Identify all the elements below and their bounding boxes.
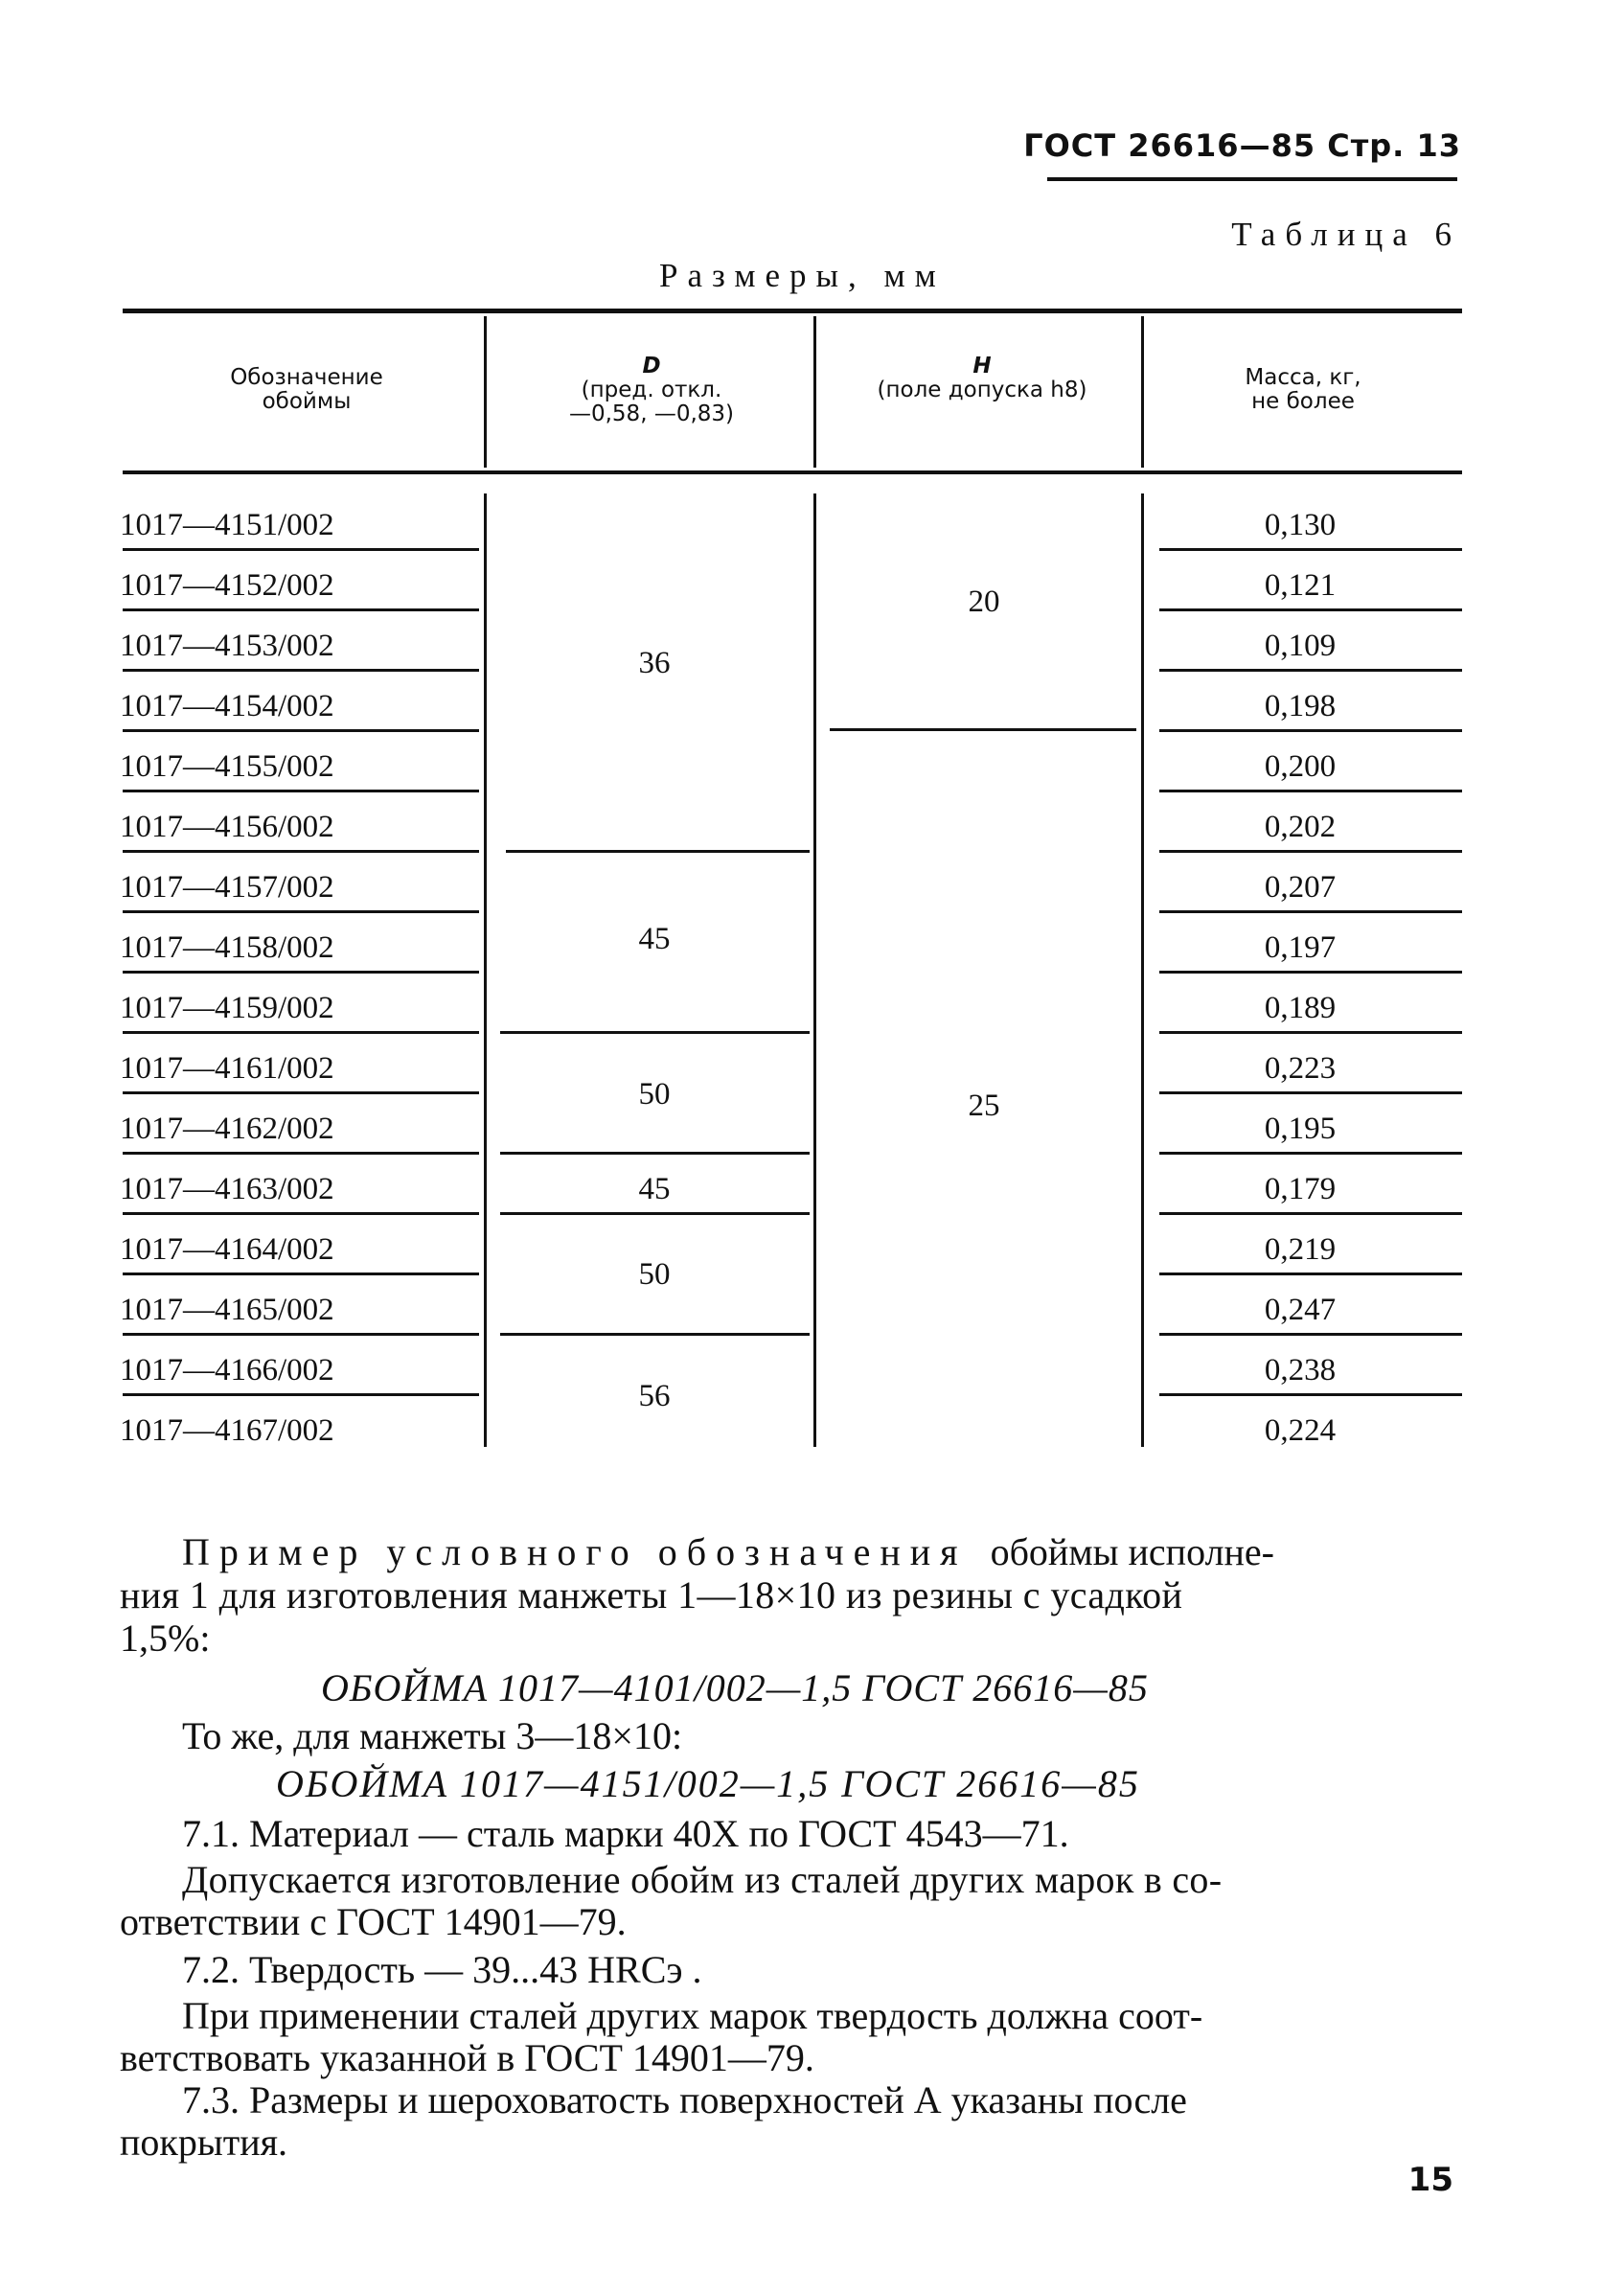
d-separator bbox=[500, 1333, 810, 1336]
paragraph-7-2-b1: При применении сталей других марок твердость должна соот- bbox=[182, 1994, 1203, 2037]
col-divider-3 bbox=[1141, 493, 1144, 1447]
mass-separator bbox=[1159, 1393, 1462, 1396]
row-code: 1017—4151/002 bbox=[120, 508, 334, 542]
row-mass: 0,130 bbox=[1264, 508, 1337, 542]
row-mass: 0,224 bbox=[1264, 1413, 1337, 1448]
row-code: 1017—4158/002 bbox=[120, 930, 334, 965]
example-intro-spaced: Пример условного обозначения bbox=[182, 1530, 968, 1573]
mass-separator bbox=[1159, 1333, 1462, 1336]
designation-example-1: ОБОЙМА 1017—4101/002—1,5 ГОСТ 26616—85 bbox=[321, 1666, 1149, 1709]
mass-separator bbox=[1159, 608, 1462, 611]
d-separator bbox=[500, 1152, 810, 1155]
row-mass: 0,223 bbox=[1264, 1051, 1337, 1086]
code-separator bbox=[123, 1273, 479, 1275]
header-d-line2: (пред. откл. bbox=[581, 378, 722, 402]
h-separator bbox=[830, 728, 1136, 731]
d-value: 56 bbox=[638, 1379, 671, 1413]
same-for-line: То же, для манжеты 3—18×10: bbox=[182, 1714, 683, 1757]
d-value: 50 bbox=[638, 1257, 671, 1292]
row-code: 1017—4155/002 bbox=[120, 749, 334, 784]
code-separator bbox=[123, 910, 479, 913]
d-value: 45 bbox=[638, 922, 671, 956]
paragraph-7-2: 7.2. Твердость — 39...43 HRCэ . bbox=[182, 1948, 702, 1991]
code-separator bbox=[123, 850, 479, 853]
row-code: 1017—4153/002 bbox=[120, 629, 334, 663]
col-divider-1 bbox=[484, 493, 487, 1447]
header-designation-line2: обоймы bbox=[262, 389, 352, 414]
code-separator bbox=[123, 1031, 479, 1034]
row-mass: 0,207 bbox=[1264, 870, 1337, 905]
mass-separator bbox=[1159, 971, 1462, 974]
d-value: 50 bbox=[638, 1077, 671, 1112]
header-d bbox=[498, 355, 805, 426]
code-separator bbox=[123, 1333, 479, 1336]
mass-separator bbox=[1159, 548, 1462, 551]
code-separator bbox=[123, 548, 479, 551]
code-separator bbox=[123, 1212, 479, 1215]
mass-separator bbox=[1159, 850, 1462, 853]
mass-separator bbox=[1159, 729, 1462, 732]
col-divider-1-header bbox=[484, 316, 487, 468]
header-designation bbox=[144, 366, 469, 414]
table-top-rule bbox=[123, 309, 1462, 313]
row-code: 1017—4165/002 bbox=[120, 1293, 334, 1327]
header-h bbox=[824, 355, 1140, 402]
header-h-line2: (поле допуска h8) bbox=[877, 378, 1087, 402]
code-separator bbox=[123, 669, 479, 672]
example-line-2: ния 1 для изготовления манжеты 1—18×10 из резины с усадкой bbox=[120, 1573, 1183, 1617]
code-separator bbox=[123, 1152, 479, 1155]
row-mass: 0,195 bbox=[1264, 1112, 1337, 1146]
row-mass: 0,189 bbox=[1264, 991, 1337, 1025]
d-separator bbox=[500, 1212, 810, 1215]
mass-separator bbox=[1159, 1091, 1462, 1094]
example-line-1 bbox=[182, 1531, 1274, 1573]
row-mass: 0,109 bbox=[1264, 629, 1337, 663]
row-code: 1017—4154/002 bbox=[120, 689, 334, 723]
paragraph-7-3-line1: 7.3. Размеры и шероховатость поверхностей А указаны после bbox=[182, 2078, 1187, 2121]
h-value: 20 bbox=[968, 585, 1000, 619]
example-intro-rest: обоймы исполне- bbox=[990, 1530, 1275, 1573]
header-d-line3: —0,58, —0,83) bbox=[568, 401, 735, 426]
row-code: 1017—4164/002 bbox=[120, 1232, 334, 1267]
d-separator bbox=[500, 1031, 810, 1034]
example-line-3: 1,5%: bbox=[120, 1617, 211, 1660]
row-mass: 0,247 bbox=[1264, 1293, 1337, 1327]
header-mass-line2: не более bbox=[1251, 389, 1355, 414]
row-mass: 0,202 bbox=[1264, 810, 1337, 844]
row-code: 1017—4166/002 bbox=[120, 1353, 334, 1387]
paragraph-7-1: 7.1. Материал — сталь марки 40Х по ГОСТ 4543—71. bbox=[182, 1812, 1069, 1855]
row-mass: 0,197 bbox=[1264, 930, 1337, 965]
d-separator bbox=[506, 850, 810, 853]
col-divider-2 bbox=[813, 493, 816, 1447]
paragraph-7-2-b2: ветствовать указанной в ГОСТ 14901—79. bbox=[120, 2036, 814, 2079]
standard-header: ГОСТ 26616—85 Стр. 13 bbox=[1023, 127, 1461, 164]
row-code: 1017—4159/002 bbox=[120, 991, 334, 1025]
header-designation-line1: Обозначение bbox=[230, 365, 383, 390]
mass-separator bbox=[1159, 1152, 1462, 1155]
header-mass-line1: Масса, кг, bbox=[1245, 365, 1361, 390]
paragraph-7-3-line2: покрытия. bbox=[120, 2121, 287, 2164]
row-code: 1017—4157/002 bbox=[120, 870, 334, 905]
row-mass: 0,219 bbox=[1264, 1232, 1337, 1267]
d-value: 36 bbox=[638, 646, 671, 680]
paragraph-7-1-b2: ответствии с ГОСТ 14901—79. bbox=[120, 1900, 627, 1943]
row-mass: 0,121 bbox=[1264, 568, 1337, 603]
d-value: 45 bbox=[638, 1172, 671, 1206]
row-code: 1017—4161/002 bbox=[120, 1051, 334, 1086]
mass-separator bbox=[1159, 1212, 1462, 1215]
mass-separator bbox=[1159, 669, 1462, 672]
code-separator bbox=[123, 1091, 479, 1094]
h-value: 25 bbox=[968, 1089, 1000, 1123]
row-code: 1017—4162/002 bbox=[120, 1112, 334, 1146]
header-mass bbox=[1150, 366, 1456, 414]
row-code: 1017—4156/002 bbox=[120, 810, 334, 844]
header-rule bbox=[1047, 177, 1457, 181]
code-separator bbox=[123, 971, 479, 974]
units-caption: Размеры, мм bbox=[659, 257, 946, 294]
header-d-symbol: D bbox=[642, 354, 661, 378]
code-separator bbox=[123, 1393, 479, 1396]
table-header-rule bbox=[123, 470, 1462, 474]
row-mass: 0,238 bbox=[1264, 1353, 1337, 1387]
row-mass: 0,198 bbox=[1264, 689, 1337, 723]
code-separator bbox=[123, 608, 479, 611]
designation-example-2: ОБОЙМА 1017—4151/002—1,5 ГОСТ 26616—85 bbox=[276, 1762, 1140, 1805]
row-code: 1017—4163/002 bbox=[120, 1172, 334, 1206]
mass-separator bbox=[1159, 910, 1462, 913]
paragraph-7-1-b1: Допускается изготовление обойм из сталей других марок в со- bbox=[182, 1858, 1223, 1901]
code-separator bbox=[123, 790, 479, 792]
col-divider-3-header bbox=[1141, 316, 1144, 468]
code-separator bbox=[123, 729, 479, 732]
col-divider-2-header bbox=[813, 316, 816, 468]
mass-separator bbox=[1159, 790, 1462, 792]
table-label: Таблица 6 bbox=[1231, 216, 1461, 253]
header-h-symbol: H bbox=[972, 354, 992, 378]
row-code: 1017—4152/002 bbox=[120, 568, 334, 603]
row-code: 1017—4167/002 bbox=[120, 1413, 334, 1448]
mass-separator bbox=[1159, 1273, 1462, 1275]
row-mass: 0,179 bbox=[1264, 1172, 1337, 1206]
row-mass: 0,200 bbox=[1264, 749, 1337, 784]
mass-separator bbox=[1159, 1031, 1462, 1034]
page-number: 15 bbox=[1407, 2161, 1453, 2199]
